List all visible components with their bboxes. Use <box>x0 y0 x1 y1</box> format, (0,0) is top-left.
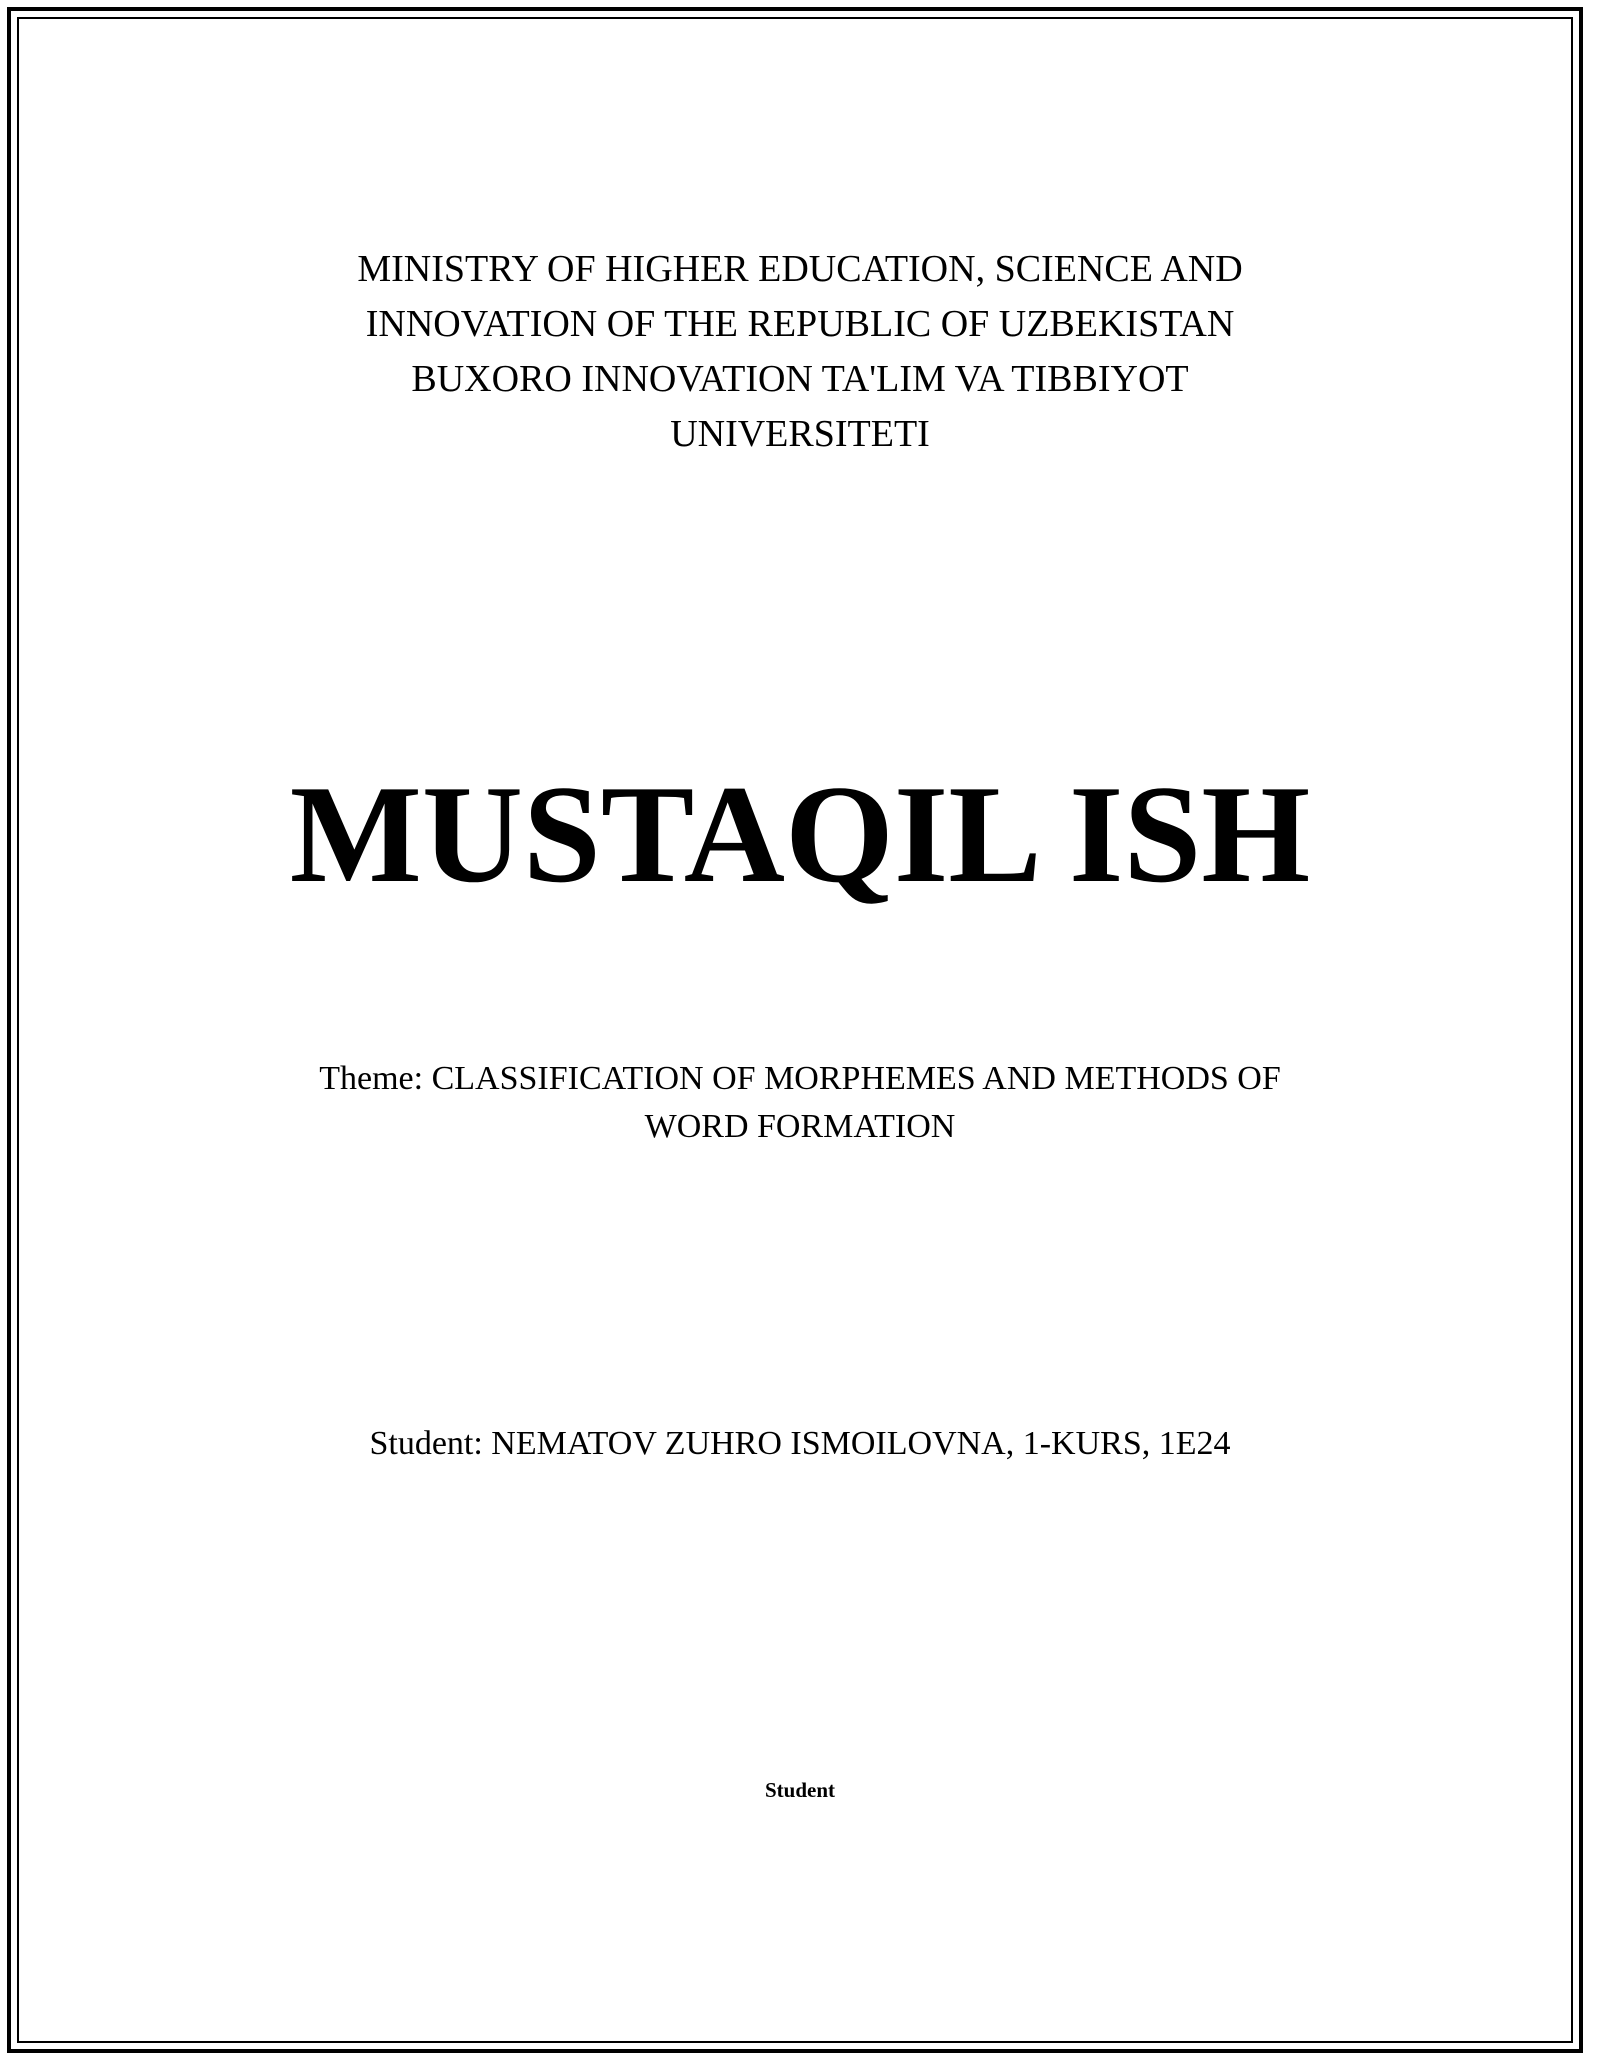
document-title: MUSTAQIL ISH <box>289 757 1311 912</box>
institution-header <box>200 242 1400 462</box>
footer-student-label: Student <box>764 1778 836 1802</box>
theme-line: Theme: CLASSIFICATION OF MORPHEMES AND METHODS OF <box>319 1060 1281 1097</box>
student-info: Student: NEMATOV ZUHRO ISMOILOVNA, 1-KURS, 1E24 <box>369 1425 1231 1462</box>
institution-header-line: BUXORO INNOVATION TA'LIM VA TIBBIYOT <box>411 358 1189 400</box>
institution-header-line: INNOVATION OF THE REPUBLIC OF UZBEKISTAN <box>365 303 1235 345</box>
theme-line: WORD FORMATION <box>644 1108 956 1145</box>
theme-block <box>200 1055 1400 1151</box>
institution-header-line: MINISTRY OF HIGHER EDUCATION, SCIENCE AND <box>357 248 1243 290</box>
institution-header-line: UNIVERSITETI <box>670 413 930 455</box>
